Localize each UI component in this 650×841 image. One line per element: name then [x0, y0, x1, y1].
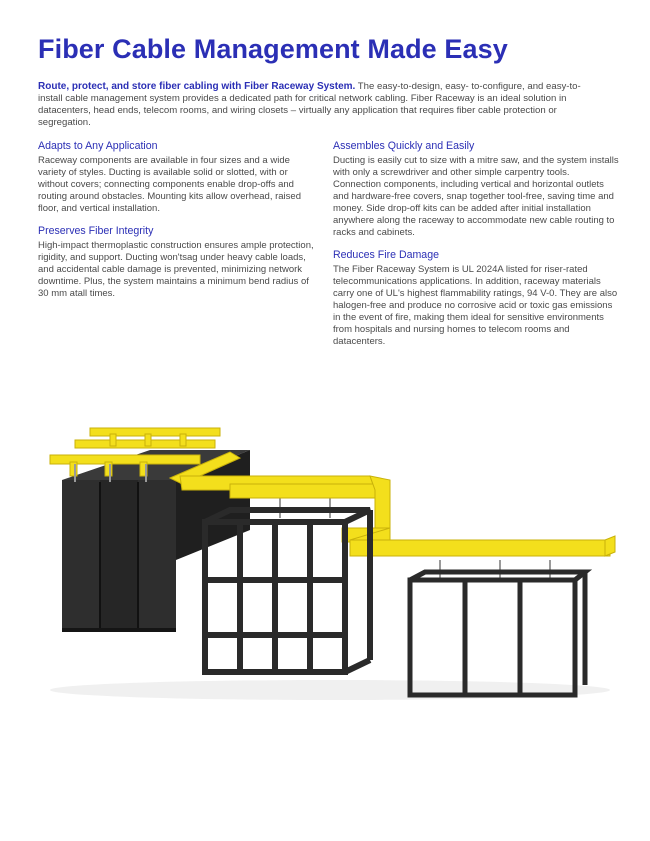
- assembles-text: Ducting is easily cut to size with a mitre saw, and the system installs with only a screwdriver and other simple carpentry tools. Connection components, including vertical and horizontal outlets and hardware-free covers, snap together tool-free, saving time and money. Side drop-off kits can be added after initial installation anywhere along the raceway to accommodate new cable routing to racks and cabinets.: [333, 155, 619, 238]
- intro-body: The easy-to-design, easy- to-configure, and easy-to-install cable management system provides a dedicated path for critical network cabling. Fiber Raceway is an ideal solution in datacenters, head ends, telecom rooms, and wiring closets – virtually any application that requires fiber cable protection or segregation.: [38, 81, 581, 128]
- preserves-heading: Preserves Fiber Integrity: [38, 225, 154, 237]
- adapts-heading: Adapts to Any Application: [38, 140, 158, 152]
- intro-paragraph: [38, 81, 586, 129]
- left-column: [38, 140, 314, 310]
- preserves-text: High-impact thermoplastic construction ensures ample protection, rigidity, and support. Ducting won'tsag under heavy cable loads, and accidental cable damage is prevented, minimizing network downtime. Plus, the system maintains a minimum bend radius of 30 mm atall times.: [38, 240, 314, 299]
- raceway-illustration: [30, 410, 630, 710]
- fire-text: The Fiber Raceway System is UL 2024A listed for riser-rated telecommunications applications. In addition, raceway materials carry one of UL's highest flammability ratings, 94 V-0. They are also halogen-free and produce no corrosive acid or toxic gas emissions in the event of fire, making them ideal for sensitive environments from hospitals and nursing homes to telecom rooms and datacenters.: [333, 264, 618, 347]
- page-title: Fiber Cable Management Made Easy: [38, 34, 508, 64]
- assembles-heading: Assembles Quickly and Easily: [333, 140, 475, 152]
- intro-lead: Route, protect, and store fiber cabling with Fiber Raceway System.: [38, 81, 356, 92]
- fire-heading: Reduces Fire Damage: [333, 249, 439, 261]
- right-rack: [410, 572, 585, 695]
- adapts-text: Raceway components are available in four sizes and a wide variety of styles. Ducting is available solid or slotted, with or without covers; connecting components enable drop-offs and routing around obstacles. Mounting kits allow overhead, raised floor, and vertical installation.: [38, 155, 301, 214]
- right-column: [333, 140, 619, 358]
